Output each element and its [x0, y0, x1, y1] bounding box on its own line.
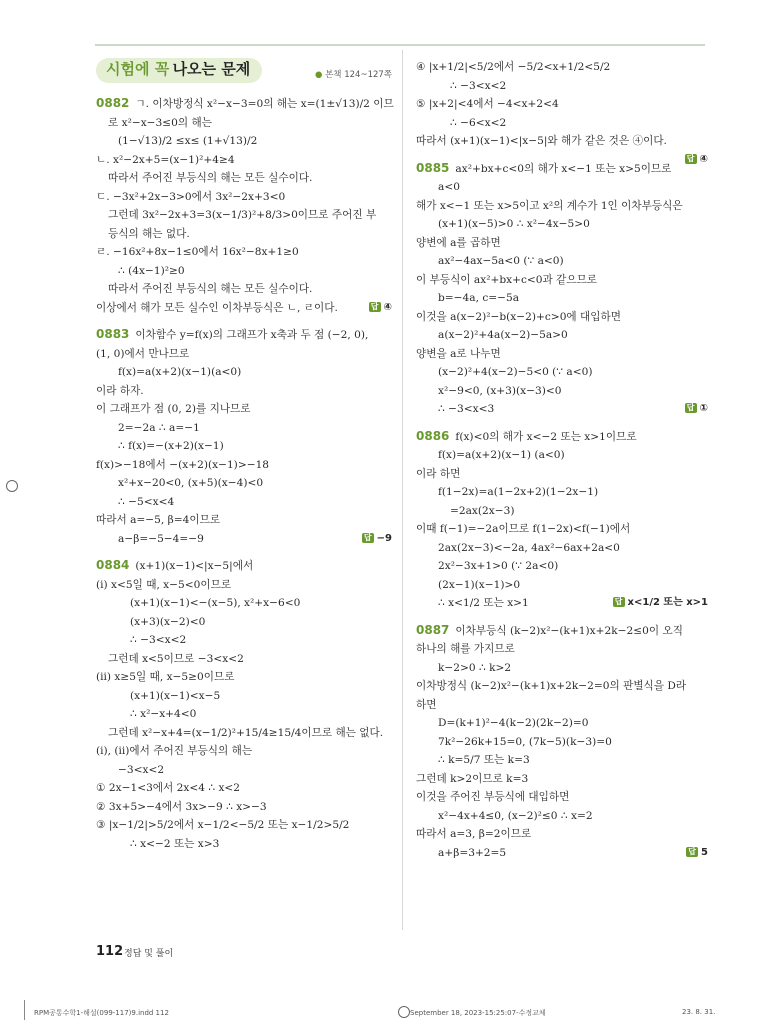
solution-text: ㄹ. −16x²+8x−1≤0에서 16x²−8x+1≥0	[96, 246, 299, 258]
answer-mark: 답 x<1/2 또는 x>1	[614, 597, 708, 608]
solution-line	[96, 594, 392, 613]
solution-text: 양변을 a로 나누면	[416, 347, 501, 360]
solution-text: ∴ −5<x<4	[118, 495, 175, 508]
solution-line	[96, 631, 392, 650]
crop-mark	[24, 1000, 25, 1020]
solution-text: 2x²−3x+1>0 (∵ 2a<0)	[438, 560, 559, 572]
solution-text: f(1−2x)=a(1−2x+2)(1−2x−1)	[438, 486, 599, 498]
solution-line	[416, 825, 708, 844]
solution-line	[96, 705, 392, 724]
solution-text: a<0	[438, 181, 460, 193]
solution-text: (1−√13)/2 ≤x≤ (1+√13)/2	[118, 135, 258, 147]
section-tag-part2: 나오는 문제	[172, 60, 251, 78]
solution-line	[96, 530, 392, 549]
solution-text: =2ax(2x−3)	[450, 504, 515, 517]
solution-text: 이라 하면	[416, 467, 461, 480]
solution-line	[96, 363, 392, 382]
solution-line	[416, 788, 708, 807]
solution-line	[416, 58, 708, 77]
solution-text: ∴ −3<x<2	[130, 634, 187, 646]
solution-text: (1, 0)에서 만나므로	[96, 347, 190, 360]
solution-line	[96, 114, 392, 133]
solution-text: 그런데 x²−x+4=(x−1/2)²+15/4≥15/4이므로 해는 없다.	[108, 726, 384, 739]
solution-text: D=(k+1)²−4(k−2)(2k−2)=0	[438, 717, 589, 729]
solution-text: (ⅰ), (ⅱ)에서 주어진 부등식의 해는	[96, 745, 253, 757]
section-gap	[416, 613, 708, 621]
solution-text: ax²−4ax−5a<0 (∵ a<0)	[438, 255, 564, 267]
solution-text: ∴ x<−2 또는 x>3	[130, 837, 220, 850]
solution-text: 양변에 a를 곱하면	[416, 236, 501, 249]
solution-line	[416, 844, 708, 863]
solution-text: (ⅱ) x≥5일 때, x−5≥0이므로	[96, 671, 235, 683]
solution-line	[96, 206, 392, 225]
solution-line	[416, 95, 708, 114]
solution-line	[96, 511, 392, 530]
solution-text: ㄴ. x²−2x+5=(x−1)²+4≥4	[96, 153, 235, 166]
section-gap	[96, 548, 392, 556]
slug-date: September 18, 2023-15:25:07-수정교체	[410, 1009, 546, 1017]
solution-text: 이차함수 y=f(x)의 그래프가 x축과 두 점 (−2, 0),	[135, 329, 369, 341]
answer-box-icon: 답	[686, 153, 695, 163]
bullet-icon: ●	[314, 70, 326, 80]
solution-line	[96, 474, 392, 493]
solution-text: 이때 f(−1)=−2a이므로 f(1−2x)<f(−1)에서	[416, 523, 631, 535]
registration-mark-icon	[6, 480, 18, 492]
solution-line	[416, 382, 708, 401]
solution-text: 7k²−26k+15=0, (7k−5)(k−3)=0	[438, 735, 612, 748]
book-reference: ● 본책 124~127쪽	[314, 70, 392, 80]
solution-text: (x+1)(x−1)<|x−5|에서	[135, 560, 254, 572]
solution-line	[96, 382, 392, 401]
section-header	[96, 58, 392, 88]
solution-text: ㄷ. −3x²+2x−3>0에서 3x²−2x+3<0	[96, 190, 286, 203]
solution-text: (ⅰ) x<5일 때, x−5<0이므로	[96, 578, 232, 591]
solution-line	[416, 77, 708, 96]
problem-number: 0883	[96, 327, 130, 341]
solution-text: ∴ f(x)=−(x+2)(x−1)	[118, 440, 224, 452]
solution-line	[96, 132, 392, 151]
solution-text: 따라서 a=−5, β=4이므로	[96, 514, 221, 526]
solution-text: ax²+bx+c<0의 해가 x<−1 또는 x>5이므로	[455, 162, 672, 175]
solution-text: 이상에서 해가 모든 실수인 이차부등식은 ㄴ, ㄹ이다.	[96, 301, 338, 314]
solution-line	[96, 556, 392, 576]
solution-line	[416, 465, 708, 484]
solution-line	[96, 742, 392, 761]
solution-text: 2ax(2x−3)<−2a, 4ax²−6ax+2a<0	[438, 541, 620, 554]
solution-text: a−β=−5−4=−9	[118, 532, 204, 545]
solution-text: 이것을 주어진 부등식에 대입하면	[416, 791, 570, 803]
solution-text: x²−4x+4≤0, (x−2)²≤0 ∴ x=2	[438, 809, 593, 822]
right-solutions	[416, 58, 708, 862]
solution-line	[416, 539, 708, 558]
section-gap	[416, 151, 708, 159]
solution-line	[96, 262, 392, 281]
answer-mark: 답 ④	[370, 301, 392, 313]
solution-line	[416, 132, 708, 151]
top-rule	[95, 44, 705, 46]
answer-box-icon: 답	[370, 301, 379, 311]
solution-line	[416, 576, 708, 595]
solution-text: (x+1)(x−5)>0 ∴ x²−4x−5>0	[438, 218, 590, 230]
solution-text: (x+1)(x−1)<x−5	[130, 689, 221, 702]
problem-number: 0882	[96, 96, 130, 110]
solution-text: f(x)=a(x+2)(x−1)(a<0)	[118, 366, 242, 378]
solution-text: −3<x<2	[118, 763, 165, 776]
answer-box-icon: 답	[614, 597, 623, 606]
problem-number: 0887	[416, 622, 450, 637]
solution-line	[416, 363, 708, 382]
solution-text: ① 2x−1<3에서 2x<4 ∴ x<2	[96, 782, 241, 794]
section-gap	[416, 419, 708, 427]
solution-text: 그런데 k>2이므로 k=3	[416, 772, 529, 785]
solution-text: ∴ −3<x<3	[438, 403, 495, 415]
problem-number: 0886	[416, 428, 450, 443]
solution-text: 따라서 주어진 부등식의 해는 모든 실수이다.	[108, 283, 313, 295]
answer-box-icon: 답	[686, 403, 695, 412]
solution-line	[96, 325, 392, 345]
solution-text: 이것을 a(x−2)²−b(x−2)+c>0에 대입하면	[416, 310, 621, 323]
solution-line	[416, 640, 708, 659]
solution-text: 이라 하자.	[96, 384, 144, 397]
solution-text: 따라서 (x+1)(x−1)<|x−5|와 해가 같은 것은 ④이다.	[416, 135, 667, 147]
solution-line	[416, 308, 708, 327]
solution-text: 하나의 해를 가지므로	[416, 643, 515, 655]
left-column	[96, 58, 392, 853]
solution-line	[416, 557, 708, 576]
solution-text: 2=−2a ∴ a=−1	[118, 421, 200, 434]
answer-box-icon: 답	[688, 846, 697, 856]
solution-text: 이 부등식이 ax²+bx+c<0과 같으므로	[416, 273, 598, 286]
solution-line	[96, 576, 392, 595]
answer-mark: 답 ④	[686, 153, 708, 165]
solution-line	[96, 345, 392, 364]
solution-line	[96, 724, 392, 743]
solution-text: b=−4a, c=−5a	[438, 292, 520, 304]
solution-line	[96, 437, 392, 456]
solution-line	[96, 613, 392, 632]
solution-text: 하면	[416, 698, 437, 711]
solution-text: 이차방정식 (k−2)x²−(k+1)x+2k−2=0의 판별식을 D라	[416, 680, 687, 692]
solution-line	[96, 835, 392, 854]
footer-label: 정답 및 풀이	[124, 949, 174, 959]
solution-text: f(x)=a(x+2)(x−1) (a<0)	[438, 449, 565, 461]
solution-line	[96, 668, 392, 687]
section-tag-part1: 시험에 꼭	[106, 60, 170, 78]
solution-line	[416, 677, 708, 696]
section-tag	[96, 58, 262, 83]
solution-line	[96, 225, 392, 244]
solution-line	[96, 687, 392, 706]
problem-number: 0885	[416, 160, 450, 175]
solution-line	[416, 733, 708, 752]
page-number: 112	[96, 944, 124, 959]
solution-text: 이차부등식 (k−2)x²−(k+1)x+2k−2≤0이 오직	[455, 624, 683, 637]
solution-line	[96, 280, 392, 299]
solution-line	[416, 114, 708, 133]
solution-line	[416, 696, 708, 715]
solution-line	[416, 483, 708, 502]
left-solutions	[96, 94, 392, 853]
solution-line	[96, 779, 392, 798]
solution-text: 등식의 해는 없다.	[108, 227, 190, 240]
solution-text: 로 x²−x−3≤0의 해는	[108, 116, 212, 129]
solution-text: ∴ −3<x<2	[450, 79, 507, 92]
solution-line	[416, 446, 708, 465]
solution-line	[416, 345, 708, 364]
solution-line	[96, 169, 392, 188]
solution-text: a+β=3+2=5	[438, 846, 507, 859]
solution-line	[96, 400, 392, 419]
right-column	[416, 58, 708, 862]
solution-text: ㄱ. 이차방정식 x²−x−3=0의 해는 x=(1±√13)/2 이므	[135, 98, 394, 110]
solution-text: 이 그래프가 점 (0, 2)를 지나므로	[96, 403, 251, 415]
slug-file: RPM공통수학1-해설(099-117)9.indd 112	[34, 1009, 169, 1017]
solution-line	[416, 400, 708, 419]
solution-line	[96, 419, 392, 438]
solution-text: (x−2)²+4(x−2)−5<0 (∵ a<0)	[438, 366, 593, 378]
solution-line	[416, 621, 708, 641]
solution-text: ∴ k=5/7 또는 k=3	[438, 754, 530, 766]
solution-line	[416, 252, 708, 271]
solution-line	[416, 807, 708, 826]
solution-line	[416, 178, 708, 197]
solution-text: ∴ (4x−1)²≥0	[118, 264, 185, 277]
solution-text: ② 3x+5>−4에서 3x>−9 ∴ x>−3	[96, 800, 267, 813]
solution-line	[416, 502, 708, 521]
solution-line	[416, 271, 708, 290]
solution-text: 해가 x<−1 또는 x>5이고 x²의 계수가 1인 이차부등식은	[416, 199, 683, 212]
solution-line	[96, 816, 392, 835]
slug-version: 23. 8. 31.	[682, 1008, 716, 1016]
solution-text: ④ |x+1/2|<5/2에서 −5/2<x+1/2<5/2	[416, 61, 611, 73]
solution-line	[416, 234, 708, 253]
solution-line	[96, 650, 392, 669]
solution-text: k−2>0 ∴ k>2	[438, 661, 512, 674]
solution-line	[416, 751, 708, 770]
answer-mark: 답 5	[688, 846, 708, 858]
solution-text: ∴ x<1/2 또는 x>1	[438, 597, 529, 609]
solution-text: 그런데 3x²−2x+3=3(x−1/3)²+8/3>0이므로 주어진 부	[108, 209, 377, 221]
solution-line	[416, 714, 708, 733]
solution-line	[416, 289, 708, 308]
answer-box-icon: 답	[363, 532, 372, 542]
solution-line	[96, 151, 392, 170]
section-gap	[96, 317, 392, 325]
solution-line	[96, 761, 392, 780]
solution-text: ⑤ |x+2|<4에서 −4<x+2<4	[416, 98, 559, 110]
solution-text: 그런데 x<5이므로 −3<x<2	[108, 652, 244, 665]
solution-text: ③ |x−1/2|>5/2에서 x−1/2<−5/2 또는 x−1/2>5/2	[96, 819, 350, 831]
solution-line	[96, 243, 392, 262]
solution-line	[416, 326, 708, 345]
solution-text: x²−9<0, (x+3)(x−3)<0	[438, 384, 562, 397]
solution-line	[96, 798, 392, 817]
solution-text: (x+1)(x−1)<−(x−5), x²+x−6<0	[130, 597, 301, 609]
registration-mark-icon	[398, 1006, 410, 1018]
solution-text: 따라서 주어진 부등식의 해는 모든 실수이다.	[108, 172, 313, 184]
column-divider	[402, 50, 403, 930]
solution-line	[96, 94, 392, 114]
answer-mark: 답 −9	[363, 532, 392, 544]
problem-number: 0884	[96, 558, 130, 572]
solution-line	[416, 770, 708, 789]
solution-text: 따라서 a=3, β=2이므로	[416, 828, 532, 840]
solution-line	[416, 520, 708, 539]
solution-line	[416, 159, 708, 179]
solution-text: ∴ −6<x<2	[450, 116, 507, 129]
solution-text: (2x−1)(x−1)>0	[438, 578, 521, 591]
solution-text: a(x−2)²+4a(x−2)−5a>0	[438, 329, 568, 341]
solution-line	[96, 456, 392, 475]
solution-text: f(x)>−18에서 −(x+2)(x−1)>−18	[96, 458, 270, 471]
answer-mark: 답 ①	[686, 403, 708, 414]
solution-line	[96, 188, 392, 207]
solution-text: (x+3)(x−2)<0	[130, 615, 206, 628]
solution-line	[96, 493, 392, 512]
solution-line	[416, 594, 708, 613]
solution-line	[416, 215, 708, 234]
solution-line	[416, 197, 708, 216]
solution-text: x²+x−20<0, (x+5)(x−4)<0	[118, 477, 264, 489]
solution-line	[416, 427, 708, 447]
solution-line	[416, 659, 708, 678]
solution-text: f(x)<0의 해가 x<−2 또는 x>1이므로	[455, 430, 637, 443]
solution-text: ∴ x²−x+4<0	[130, 708, 197, 720]
solution-line	[96, 299, 392, 318]
